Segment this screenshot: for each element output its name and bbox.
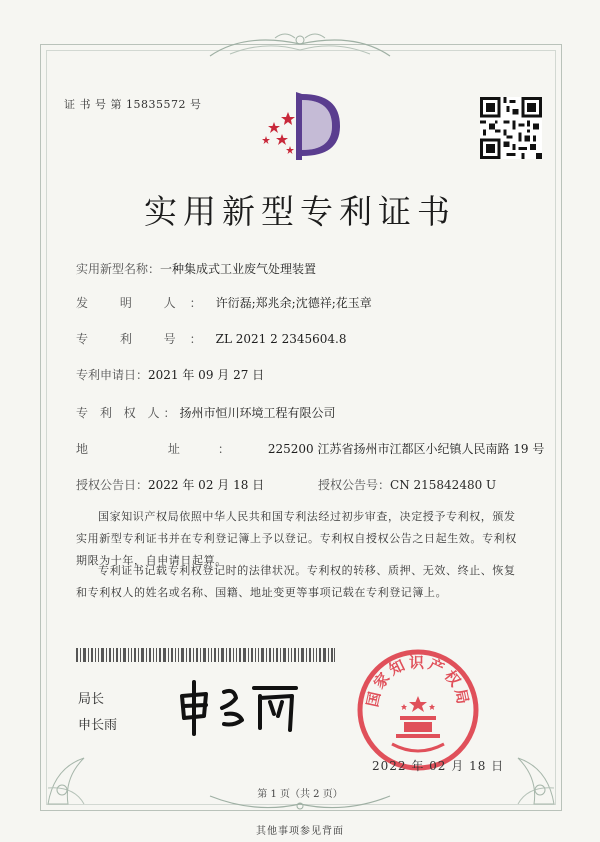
director-name: 申长雨 [78,718,118,733]
official-seal-icon [356,648,480,772]
top-ornament [205,28,395,62]
page-number: 第 1 页（共 2 页） [257,789,343,800]
field-label: 专 利 号： [76,332,216,346]
director-title: 局长 [78,692,105,707]
field-label: 专利申请日： [76,368,149,382]
grant-statement-paragraph: 国家知识产权局依照中华人民共和国专利法经过初步审查，决定授予专利权，颁发实用新型专利证书并在专利登记簿上予以登记。专利权自授权公告之日起生效。专利权期限为十年，自申请日起算。 [76,510,517,567]
field-label: 专 利 权 人： [76,406,180,420]
field-value: 2022 年 02 月 18 日 [148,478,265,492]
director-signature-icon [176,678,306,738]
field-patent-number [76,330,346,347]
field-label: 实用新型名称： [76,262,161,276]
field-address [76,440,544,457]
field-value: 一种集成式工业废气处理装置 [160,262,317,276]
field-value: 225200 江苏省扬州市江都区小纪镇人民南路 19 号 [267,442,545,456]
field-label: 授权公告日： [76,478,149,492]
qr-code-icon [480,97,542,159]
field-value: ZL 2021 2 2345604.8 [215,332,347,346]
field-patentee [76,404,335,421]
field-value: 许衍磊;郑兆余;沈德祥;花玉章 [215,296,372,310]
field-value: CN 215842480 U [390,478,497,492]
field-announcement-number [318,476,496,493]
seal-date: 2022 年 02 月 18 日 [372,759,505,773]
svg-text:国家知识产权局: 国家知识产权局 [363,653,473,709]
footer-note: 其他事项参见背面 [256,826,344,837]
patent-office-emblem-icon [252,86,348,166]
field-label: 发 明 人： [76,296,216,310]
field-filing-date [76,366,264,383]
legal-status-paragraph: 专利证书记载专利权登记时的法律状况。专利权的转移、质押、无效、终止、恢复和专利权人的姓名或名称、国籍、地址变更等事项记载在专利登记簿上。 [76,564,516,599]
barcode-icon [76,648,336,662]
field-label: 地 址： [76,442,268,456]
certificate-title: 实用新型专利证书 [144,192,456,231]
field-utility-model-name [76,260,316,277]
field-announcement-date [76,476,264,493]
certificate-number: 证 书 号 第 15835572 号 [64,98,202,111]
field-label: 授权公告号： [318,478,391,492]
field-inventors [76,294,372,311]
field-value: 扬州市恒川环境工程有限公司 [179,406,336,420]
field-value: 2021 年 09 月 27 日 [148,368,265,382]
